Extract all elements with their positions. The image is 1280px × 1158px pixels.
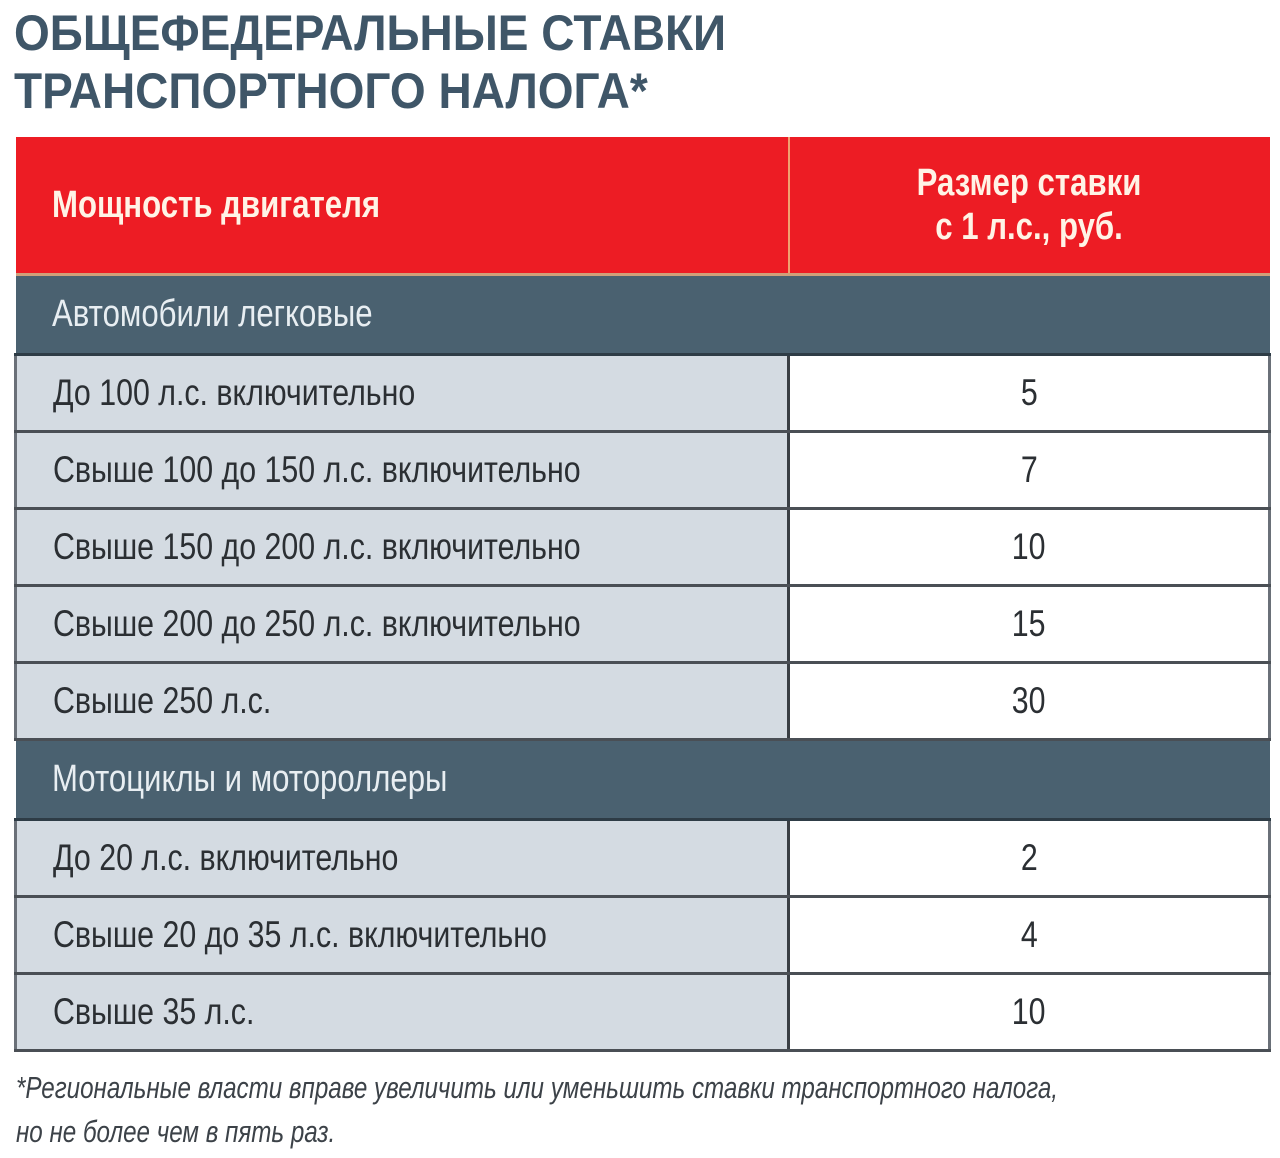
footnote <box>16 1066 1276 1154</box>
table-row <box>16 355 1270 432</box>
table-row <box>16 509 1270 586</box>
tax-rates-table <box>14 137 1271 1052</box>
power-cell: Свыше 200 до 250 л.с. включительно <box>16 586 789 663</box>
table-row <box>16 663 1270 740</box>
table-row <box>16 897 1270 974</box>
category-label: Автомобили легковые <box>16 275 1270 355</box>
rate-cell: 7 <box>789 432 1270 509</box>
rate-cell: 5 <box>789 355 1270 432</box>
power-cell: Свыше 100 до 150 л.с. включительно <box>16 432 789 509</box>
power-cell: До 20 л.с. включительно <box>16 820 789 897</box>
category-label: Мотоциклы и мотороллеры <box>16 740 1270 820</box>
footnote-line-1: *Региональные власти вправе увеличить или уменьшить ставки транспортного налога, <box>16 1070 1059 1105</box>
table-row <box>16 974 1270 1051</box>
power-cell: Свыше 35 л.с. <box>16 974 789 1051</box>
rate-cell: 30 <box>789 663 1270 740</box>
header-rate: Размер ставки с 1 л.с., руб. <box>789 137 1270 275</box>
rate-cell: 2 <box>789 820 1270 897</box>
power-cell: Свыше 20 до 35 л.с. включительно <box>16 897 789 974</box>
footnote-line-2: но не более чем в пять раз. <box>16 1114 336 1149</box>
table-header <box>16 137 1270 275</box>
rate-cell: 4 <box>789 897 1270 974</box>
rate-cell: 10 <box>789 509 1270 586</box>
table-row <box>16 432 1270 509</box>
table-row <box>16 820 1270 897</box>
rate-cell: 10 <box>789 974 1270 1051</box>
power-cell: Свыше 150 до 200 л.с. включительно <box>16 509 789 586</box>
title-line-2: ТРАНСПОРТНОГО НАЛОГА* <box>14 63 648 119</box>
header-engine-power: Мощность двигателя <box>16 137 789 275</box>
title-line-1: ОБЩЕФЕДЕРАЛЬНЫЕ СТАВКИ <box>14 5 727 61</box>
table-row <box>16 586 1270 663</box>
rate-cell: 15 <box>789 586 1270 663</box>
category-row-cars <box>16 275 1270 355</box>
power-cell: Свыше 250 л.с. <box>16 663 789 740</box>
power-cell: До 100 л.с. включительно <box>16 355 789 432</box>
page-title <box>14 4 726 120</box>
category-row-motorcycles <box>16 740 1270 820</box>
